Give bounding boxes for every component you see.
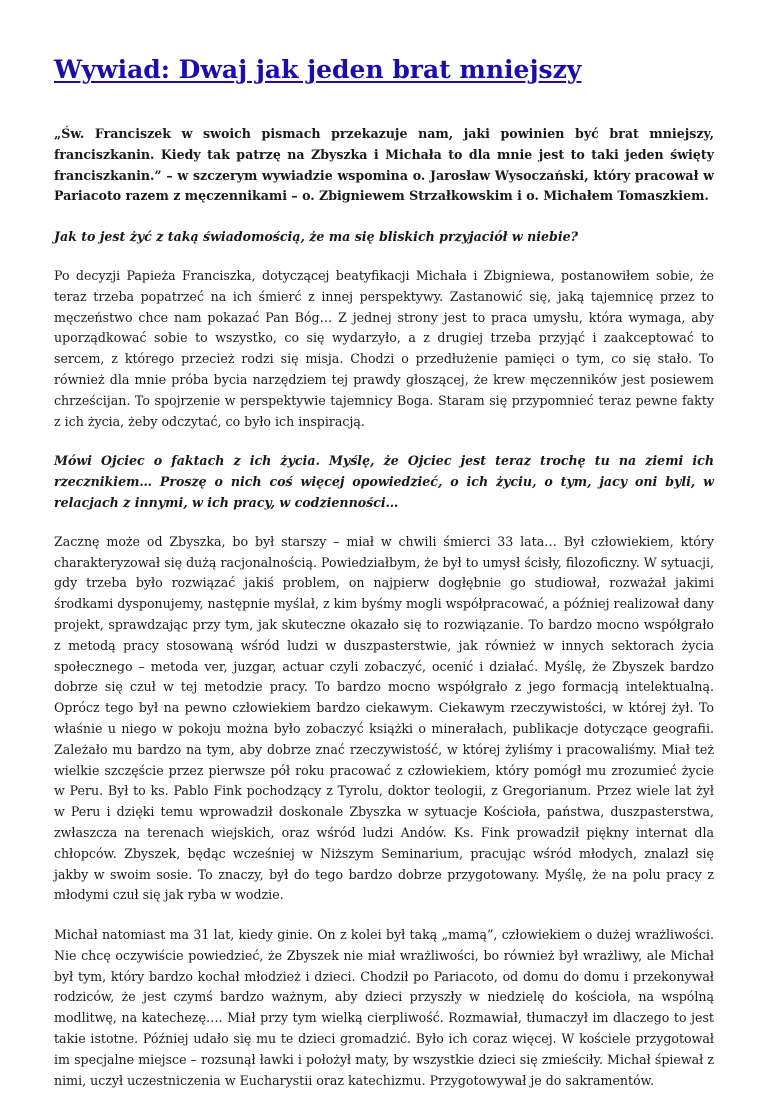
interview-question-2: Mówi Ojciec o faktach z ich życia. Myślę, że Ojciec jest teraz trochę tu na ziemi ich rzecznikiem… Proszę o nich coś więcej opowiedzieć, o ich życiu, o tym, jacy oni byli, w relacjach z innymi, w ich pracy, w codzienności… — [54, 453, 714, 510]
interview-answer-1: Po decyzji Papieża Franciszka, dotyczącej beatyfikacji Michała i Zbigniewa, postanowiłem sobie, że teraz trzeba popatrzeć na ich śmierć z innej perspektywy. Zastanowić się, jaką tajemnicę przez to męczeństwo chce nam pokazać Pan Bóg… Z jednej strony jest to praca umysłu, która wymaga, aby uporządkować sobie to wszystko, co się wydarzyło, a z drugiej trzeba przyjąć i zaakceptować to sercem, z którego przecież rodzi się misja. Chodzi o przedłużenie pamięci o tym, co się stało. To również dla mnie próba bycia narzędziem tej prawdy głoszącej, że krew męczenników jest posiewem chrześcijan. To spojrzenie w perspektywie tajemnicy Boga. Staram się przypomnieć teraz pewne fakty z ich życia, żeby odczytać, co było ich inspiracją. — [54, 267, 714, 429]
article — [54, 52, 714, 1110]
article-title — [54, 52, 714, 88]
interview-question-1: Jak to jest żyć z taką świadomością, że ma się bliskich przyjaciół w niebie? — [54, 229, 579, 245]
article-lead: „Św. Franciszek w swoich pismach przekazuje nam, jaki powinien być brat mniejszy, franciszkanin. Kiedy tak patrzę na Zbyszka i Michała to dla mnie jest to taki jeden święty franciszkanin.” – w szczerym wywiadzie wspomina o. Jarosław Wysoczański, który pracował w Pariacoto razem z męczennikami – o. Zbigniewem Strzałkowskim i o. Michałem Tomaszkiem. — [54, 126, 714, 204]
interview-answer-3: Michał natomiast ma 31 lat, kiedy ginie. On z kolei był taką „mamą”, człowiekiem o dużej wrażliwości. Nie chcę oczywiście powiedzieć, że Zbyszek nie miał wrażliwości, bo również był wrażliwy, ale Michał był tym, który bardzo kochał młodzież i dzieci. Chodził po Pariacoto, od domu do domu i przekonywał rodziców, że jest czymś bardzo ważnym, aby dzieci przyszły w niedzielę do kościoła, na wspólną modlitwę, na katechezę…. Miał przy tym wielką cierpliwość. Rozmawiał, tłumaczył im dlaczego to jest takie istotne. Później udało się mu te dzieci gromadzić. Było ich coraz więcej. W kościele przygotował im specjalne miejsce – rozsunął ławki i położył maty, by wszystkie dzieci się zmieściły. Michał śpiewał z nimi, uczył uczestniczenia w Eucharystii oraz katechizmu. Przygotowywał je do sakramentów. — [54, 927, 714, 1088]
article-title-link[interactable]: Wywiad: Dwaj jak jeden brat mniejszy — [54, 55, 582, 84]
interview-answer-2: Zacznę może od Zbyszka, bo był starszy – miał w chwili śmierci 33 lata… Był człowiekiem, który charakteryzował się dużą racjonalnością. Powiedziałbym, że był to umysł ścisły, filozoficzny. W sytuacji, gdy trzeba było rozwiązać jakiś problem, on najpierw dogłębnie go studiował, rozważał jakimi środkami dysponujemy, następnie myślał, z kim byśmy mogli współpracować, a później realizował dany projekt, sprawdzając przy tym, jak skuteczne okazało się to rozwiązanie. To bardzo mocno współgrało z metodą pracy stosowaną wśród ludzi w duszpasterstwie, jak również w innych sektorach życia społecznego – metoda ver, juzgar, actuar czyli zobaczyć, ocenić i działać. Myślę, że Zbyszek bardzo dobrze się czuł w tej metodzie pracy. To bardzo mocno współgrało z jego formacją intelektualną. Oprócz tego był na pewno człowiekiem bardzo ciekawym. Ciekawym rzeczywistości, w której żył. To właśnie u niego w pokoju można było zobaczyć książki o minerałach, publikacje dotyczące geografii. Zależało mu bardzo na tym, aby dobrze znać rzeczywistość, w której żyliśmy i pracowaliśmy. Miał też wielkie szczęście przez pierwsze pół roku pracować z człowiekiem, który pomógł mu zrozumieć życie w Peru. Był to ks. Pablo Fink pochodzący z Tyrolu, doktor teologii, z Gregorianum. Przez wiele lat żył w Peru i dzięki temu wprowadził doskonale Zbyszka w sytuacje Kościoła, państwa, duszpasterstwa, zwłaszcza na terenach wiejskich, oraz wśród ludzi Andów. Ks. Fink prowadził piękny internat dla chłopców. Zbyszek, będąc wcześniej w Niższym Seminarium, pracując wśród młodych, znalazł się jakby w swoim sosie. To znaczy, był do tego bardzo dobrze przygotowany. Myślę, że na polu pracy z młodymi czuł się jak ryba w wodzie. — [54, 533, 714, 903]
